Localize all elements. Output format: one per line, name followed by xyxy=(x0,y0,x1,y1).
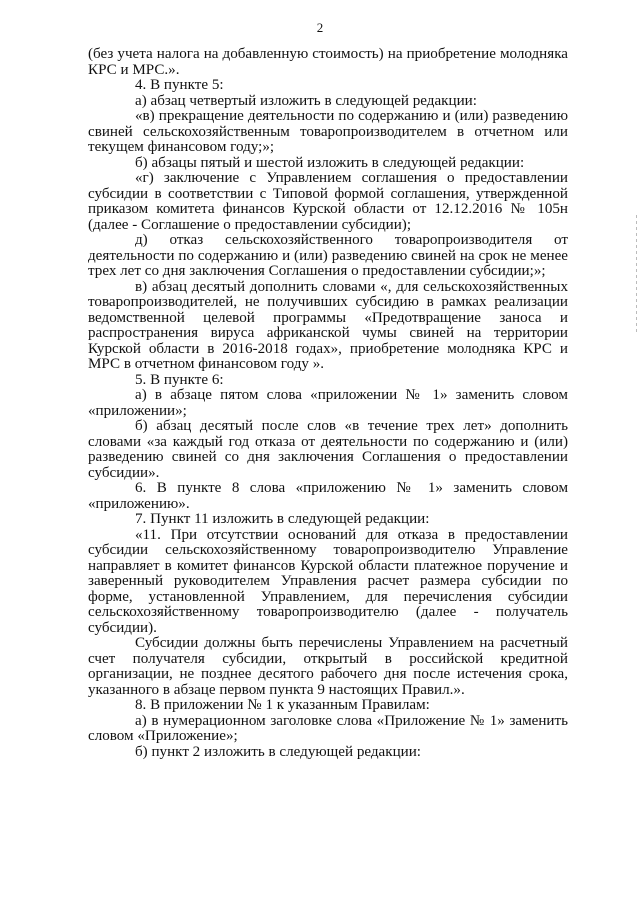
paragraph: 7. Пункт 11 изложить в следующей редакции: xyxy=(135,511,430,527)
document-body xyxy=(88,47,568,760)
paragraph: «г) заключение с Управлением соглашения о предоставлении субсидии в соответствии с Типовой формой соглашения, утвержденной приказом комитета финансов Курской области от 12.12.2016 № 105н (далее - Соглашение о предоставлении субсидии); xyxy=(88,170,568,233)
page-number: 2 xyxy=(316,20,324,35)
paragraph: 4. В пункте 5: xyxy=(135,77,224,93)
paragraph: б) абзацы пятый и шестой изложить в следующей редакции: xyxy=(135,154,525,171)
paragraph: (без учета налога на добавленную стоимость) на приобретение молодняка КРС и МРС.». xyxy=(88,46,568,78)
paragraph: 6. В пункте 8 слова «приложению № 1» заменить словом «приложению». xyxy=(88,480,568,512)
paragraph: «в) прекращение деятельности по содержанию и (или) разведению свиней сельскохозяйственным товаропроизводителем в отчетном или текущем финансовом году;»; xyxy=(88,108,568,155)
paragraph: Субсидии должны быть перечислены Управлением на расчетный счет получателя субсидии, открытый в российской кредитной организации, не позднее десятого рабочего дня после истечения срока, указанного в абзаце первом пункта 9 настоящих Правил.». xyxy=(88,635,568,698)
paragraph: «11. При отсутствии оснований для отказа в предоставлении субсидии сельскохозяйственному товаропроизводителю Управление направляет в комитет финансов Курской области платежное поручение и заверенный руководителем Управления расчет размера субсидии по форме, установленной Управлением, для перечисления субсидии сельскохозяйственному товаропроизводителю (далее - получатель субсидии). xyxy=(88,526,568,636)
paragraph: в) абзац десятый дополнить словами «, для сельскохозяйственных товаропроизводителей, не получивших субсидию в рамках реализации ведомственной целевой программы «Предотвращение заноса и распространения вируса африканской чумы свиней на территории Курской области в 2016-2018 годах», приобретение молодняка КРС и МРС в отчетном финансовом году ». xyxy=(88,278,568,372)
paragraph: 5. В пункте 6: xyxy=(135,371,224,388)
scan-edge-mark xyxy=(636,215,637,335)
paragraph: а) абзац четвертый изложить в следующей редакции: xyxy=(135,92,477,109)
paragraph: б) пункт 2 изложить в следующей редакции: xyxy=(135,743,421,760)
paragraph: д) отказ сельскохозяйственного товаропроизводителя от деятельности по содержанию и (или) разведению свиней на срок не менее трех лет со дня заключения Соглашения о предоставлении субсидии;»; xyxy=(88,232,568,279)
paragraph: 8. В приложении № 1 к указанным Правилам: xyxy=(135,697,430,713)
paragraph: а) в нумерационном заголовке слова «Приложение № 1» заменить словом «Приложение»; xyxy=(88,712,568,744)
paragraph: б) абзац десятый после слов «в течение трех лет» дополнить словами «за каждый год отказа от деятельности по содержанию и (или) разведению свиней со дня заключения Соглашения о предоставлении субсидии». xyxy=(88,418,568,481)
paragraph: а) в абзаце пятом слова «приложении № 1» заменить словом «приложении»; xyxy=(88,387,568,419)
